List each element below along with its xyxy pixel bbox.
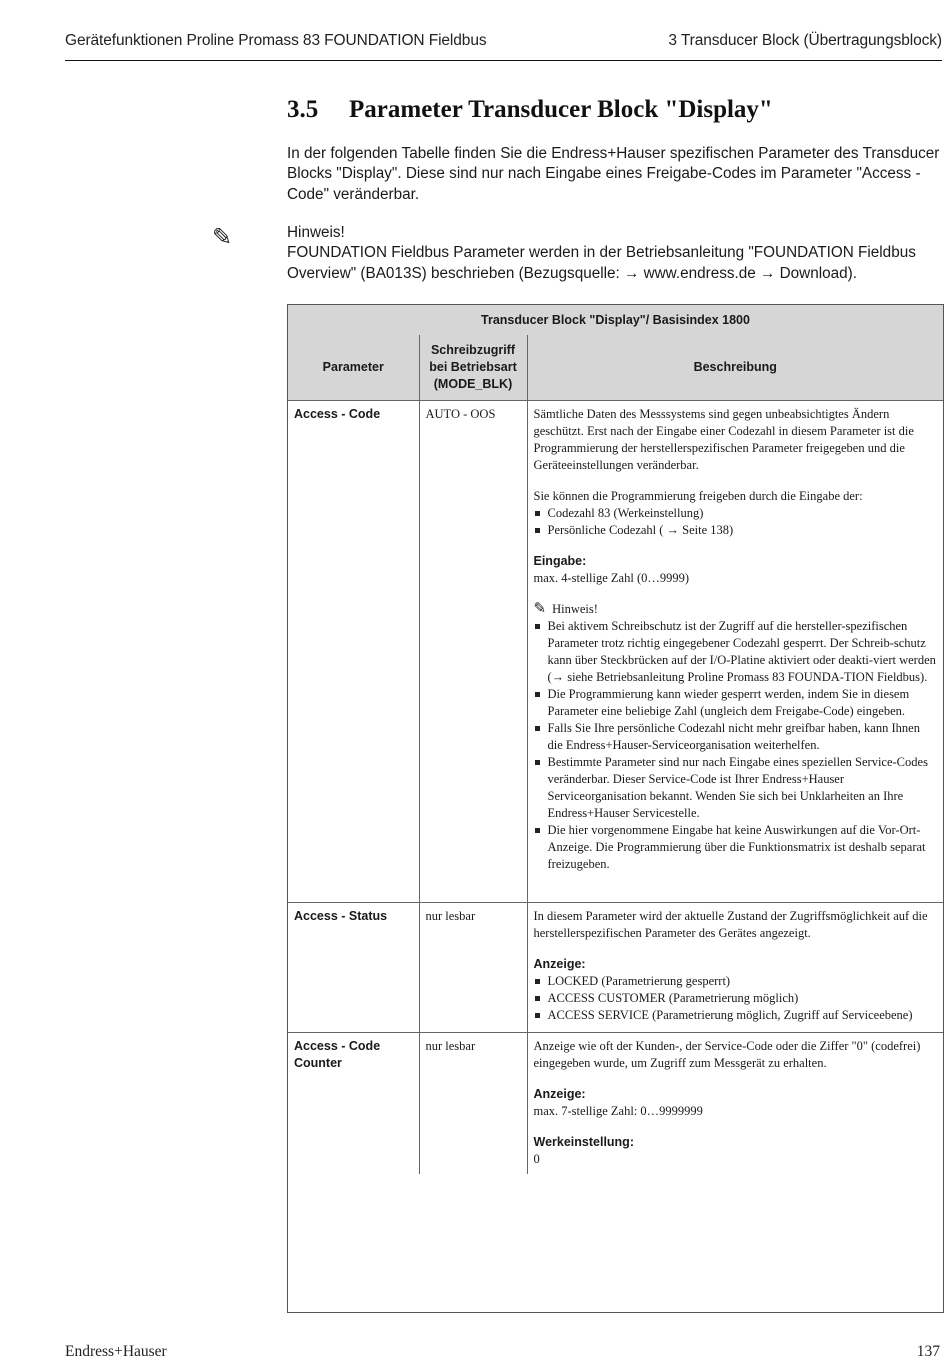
hint-heading <box>534 601 938 618</box>
intro-paragraph: In der folgenden Tabelle finden Sie die Endress+Hauser spezifischen Parameter des Transducer Blocks "Display". Diese sind nur nach Eingabe eines Freigabe-Codes im Parameter "Access - Code" veränderbar. <box>287 145 940 203</box>
list-item: LOCKED (Parametrierung gesperrt) <box>534 973 938 990</box>
column-header-access-line: bei Betriebsart <box>429 360 517 374</box>
table-caption: Transducer Block "Display"/ Basisindex 1800 <box>288 305 943 335</box>
description-block <box>534 488 938 539</box>
column-header-parameter: Parameter <box>288 335 419 401</box>
note-title: Hinweis! <box>287 224 345 241</box>
param-description <box>527 1033 943 1175</box>
param-access: AUTO - OOS <box>419 401 527 903</box>
param-access: nur lesbar <box>419 1033 527 1175</box>
column-header-access-line: (MODE_BLK) <box>433 377 513 391</box>
column-header-access-line: Schreibzugriff <box>430 343 516 357</box>
footer-brand: Endress+Hauser <box>65 1343 167 1360</box>
section-number: 3.5 <box>287 96 319 123</box>
running-header-right: 3 Transducer Block (Übertragungsblock) <box>668 32 942 49</box>
list-item: Die Programmierung kann wieder gesperrt werden, indem Sie in diesem Parameter eine beliebige Zahl (ungleich dem Freigabe-Code) eingeben. <box>534 686 938 720</box>
table-row <box>288 401 943 903</box>
description-text: Sie können die Programmierung freigeben durch die Eingabe der: <box>533 489 863 503</box>
default-block <box>534 1134 938 1168</box>
description-text: In diesem Parameter wird der aktuelle Zustand der Zugriffsmöglichkeit auf die herstellerspezifischen Parameter des Gerätes angezeigt. <box>533 909 928 940</box>
column-header-access <box>419 335 527 401</box>
display-label: Anzeige: <box>533 1087 586 1101</box>
hint-block <box>534 601 938 873</box>
display-block <box>534 1086 938 1120</box>
description-text: Sämtliche Daten des Messsystems sind gegen unbeabsichtigtes Ändern geschützt. Erst nach der Eingabe einer Codezahl in diesem Parameter ist die Programmierung der herstellerspezifischen Parameter freigegeben und die Geräteeinstellungen veränderbar. <box>533 407 914 472</box>
header-rule <box>65 60 942 61</box>
table-row <box>288 903 943 1033</box>
page-number: 137 <box>916 1343 940 1360</box>
default-label: Werkeinstellung: <box>533 1135 634 1149</box>
input-label: Eingabe: <box>533 554 587 568</box>
list-item: Die hier vorgenommene Eingabe hat keine Auswirkungen auf die Vor-Ort-Anzeige. Die Programmierung über die Funktionsmatrix ist deshalb separat freizugeben. <box>534 822 938 873</box>
default-value: 0 <box>533 1152 540 1166</box>
param-access: nur lesbar <box>419 903 527 1033</box>
list-item: Falls Sie Ihre persönliche Codezahl nicht mehr greifbar haben, kann Ihnen die Endress+Hauser-Serviceorganisation weiterhelfen. <box>534 720 938 754</box>
param-description <box>527 401 943 903</box>
display-block <box>534 956 938 1024</box>
input-block <box>534 553 938 587</box>
section-title: Parameter Transducer Block "Display" <box>349 96 773 123</box>
pencil-icon: ✎ <box>212 224 233 251</box>
hint-title: Hinweis! <box>552 602 598 616</box>
list-item: Codezahl 83 (Werkeinstellung) <box>534 505 938 522</box>
list-item: Bestimmte Parameter sind nur nach Eingabe eines speziellen Service-Codes veränderbar. Dieser Service-Code ist Ihrer Endress+Hauser Serviceorganisation bekannt. Wenden Sie sich bei Unklarheiten an Ihre Endress+Hauser Servicestelle. <box>534 754 938 822</box>
description-text: Anzeige wie oft der Kunden-, der Service-Code oder die Ziffer "0" (codefrei) eingegeben wurde, um Zugriff zum Messgerät zu erhalten. <box>533 1039 921 1070</box>
list-item: Persönliche Codezahl ( → Seite 138) <box>534 522 938 539</box>
param-name: Access - Code Counter <box>288 1033 419 1175</box>
table-row <box>288 1033 943 1175</box>
param-name: Access - Status <box>288 903 419 1033</box>
input-value: max. 4-stellige Zahl (0…9999) <box>533 571 690 585</box>
list-item: ACCESS SERVICE (Parametrierung möglich, Zugriff auf Serviceebene) <box>534 1007 938 1024</box>
list-item: ACCESS CUSTOMER (Parametrierung möglich) <box>534 990 938 1007</box>
section-heading <box>287 96 773 124</box>
display-value: max. 7-stellige Zahl: 0…9999999 <box>533 1104 703 1118</box>
note-block <box>287 223 942 284</box>
param-name: Access - Code <box>288 401 419 903</box>
pencil-icon: ✎ <box>533 601 547 617</box>
display-label: Anzeige: <box>533 957 586 971</box>
param-description <box>527 903 943 1033</box>
column-header-description: Beschreibung <box>527 335 943 401</box>
running-header-left: Gerätefunktionen Proline Promass 83 FOUNDATION Fieldbus <box>65 32 487 49</box>
list-item: Bei aktivem Schreibschutz ist der Zugriff auf die hersteller-spezifischen Parameter trotz richtig eingegebener Codezahl gesperrt. Der Schreib-schutz kann über Steckbrücken auf der I/O-Platine aktiviert oder deakti-viert werden (→ siehe Betriebsanleitung Proline Promass 83 FOUNDA-TION Fieldbus). <box>534 618 938 686</box>
parameter-table <box>287 304 944 1313</box>
note-text: FOUNDATION Fieldbus Parameter werden in der Betriebsanleitung "FOUNDATION Fieldbus Overview" (BA013S) beschrieben (Bezugsquelle: → www.endress.de → Download). <box>287 244 916 282</box>
